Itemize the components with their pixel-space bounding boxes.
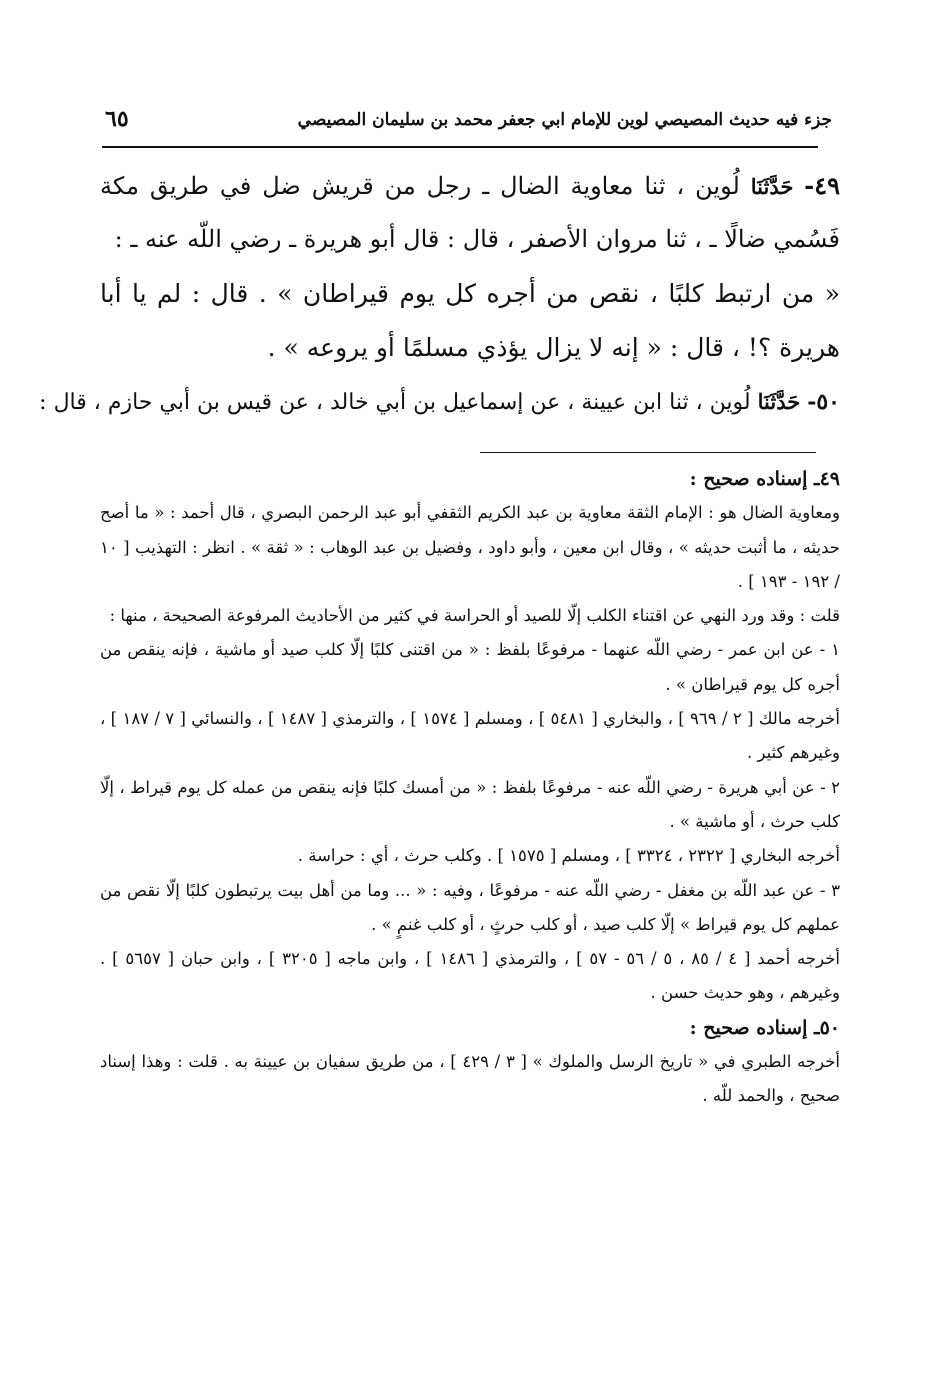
note-paragraph: أخرجه البخاري [ ٢٣٢٢ ، ٣٣٢٤ ] ، ومسلم [ ١٥٧٥ ] . وكلب حرث ، أي : حراسة .: [297, 846, 840, 866]
note-paragraph: ومعاوية الضال هو : الإمام الثقة معاوية بن عبد الكريم الثقفي أبو عبد الرحمن البصري ، قال أحمد : « ما أصح حديثه ، ما أثبت حديثه » ، وقال ابن معين ، وأبو داود ، وفضيل بن عبد الوهاب : « ثقة » . انظر : التهذيب [ ١٠ / ١٩٢ - ١٩٣ ] .: [100, 503, 840, 591]
note-paragraph: قلت : وقد ورد النهي عن اقتناء الكلب إلّا للصيد أو الحراسة في كثير من الأحاديث المرفوعة الصحيحة ، منها :: [109, 606, 840, 626]
hadith-49: [100, 160, 840, 265]
haddathana-mark: حَدَّثَنَا: [757, 389, 801, 414]
note-paragraph: ١ - عن ابن عمر - رضي اللّه عنهما - مرفوعًا بلفظ : « من اقتنى كلبًا إلّا كلب صيد أو ماشية ، فإنه ينقص من أجره كل يوم قيراطان » .: [100, 640, 840, 694]
footnotes: [100, 462, 840, 1114]
header-title: جزء فيه حديث المصيصي لوين للإمام ابي جعفر محمد بن سليمان المصيصي: [297, 110, 832, 130]
running-header: [105, 106, 832, 140]
hadith-49-matn: « من ارتبط كلبًا ، نقص من أجره كل يوم قيراطان » . قال : لم يا أبا هريرة ؟! ، قال : « إنه لا يزال يؤذي مسلمًا أو يروعه » .: [100, 279, 840, 362]
note-paragraph: أخرجه الطبري في « تاريخ الرسل والملوك » [ ٣ / ٤٢٩ ] ، من طريق سفيان بن عيينة به . قلت : وهذا إسناد صحيح ، والحمد للّه .: [100, 1052, 841, 1106]
hadith-isnad: لُوين ، ثنا معاوية الضال ـ رجل من قريش ضل في طريق مكة فَسُمي ضالًا ـ ، ثنا مروان الأصفر ، قال : قال أبو هريرة ـ رضي اللّه عنه ـ :: [100, 172, 840, 253]
page-number: ٦٥: [105, 106, 129, 132]
hadith-50: [39, 379, 840, 426]
note-49-heading: ٤٩ـ إسناده صحيح :: [689, 468, 840, 490]
note-50-heading: ٥٠ـ إسناده صحيح :: [689, 1016, 840, 1039]
main-text: [39, 160, 840, 426]
hadith-number: ٤٩-: [804, 171, 840, 200]
note-paragraph: ٣ - عن عبد اللّه بن مغفل - رضي اللّه عنه - مرفوعًا ، وفيه : « ... وما من أهل بيت يرتبطون كلبًا إلّا نقص من عملهم كل يوم قيراط » إلّا كلب صيد ، أو كلب حرثٍ ، أو كلب غنمٍ » .: [100, 880, 840, 934]
header-rule: [102, 146, 818, 148]
note-paragraph: ٢ - عن أبي هريرة - رضي اللّه عنه - مرفوعًا بلفظ : « من أمسك كلبًا فإنه ينقص من عمله كل يوم قيراط ، إلّا كلب حرث ، أو ماشية » .: [100, 777, 840, 831]
hadith-isnad: لُوين ، ثنا ابن عيينة ، عن إسماعيل بن أبي خالد ، عن قيس بن أبي حازم ، قال :: [39, 390, 751, 415]
hadith-number: ٥٠-: [807, 389, 840, 415]
haddathana-mark: حَدَّثَنَا: [750, 174, 794, 199]
note-paragraph: أخرجه أحمد [ ٤ / ٨٥ ، ٥ / ٥٦ - ٥٧ ] ، والترمذي [ ١٤٨٦ ] ، وابن ماجه [ ٣٢٠٥ ] ، وابن حبان [ ٥٦٥٧ ] . وغيرهم ، وهو حديث حسن .: [100, 949, 840, 1003]
footnote-rule: [480, 452, 816, 453]
note-paragraph: أخرجه مالك [ ٢ / ٩٦٩ ] ، والبخاري [ ٥٤٨١ ] ، ومسلم [ ١٥٧٤ ] ، والترمذي [ ١٤٨٧ ] ، والنسائي [ ٧ / ١٨٧ ] ، وغيرهم كثير .: [100, 709, 840, 763]
